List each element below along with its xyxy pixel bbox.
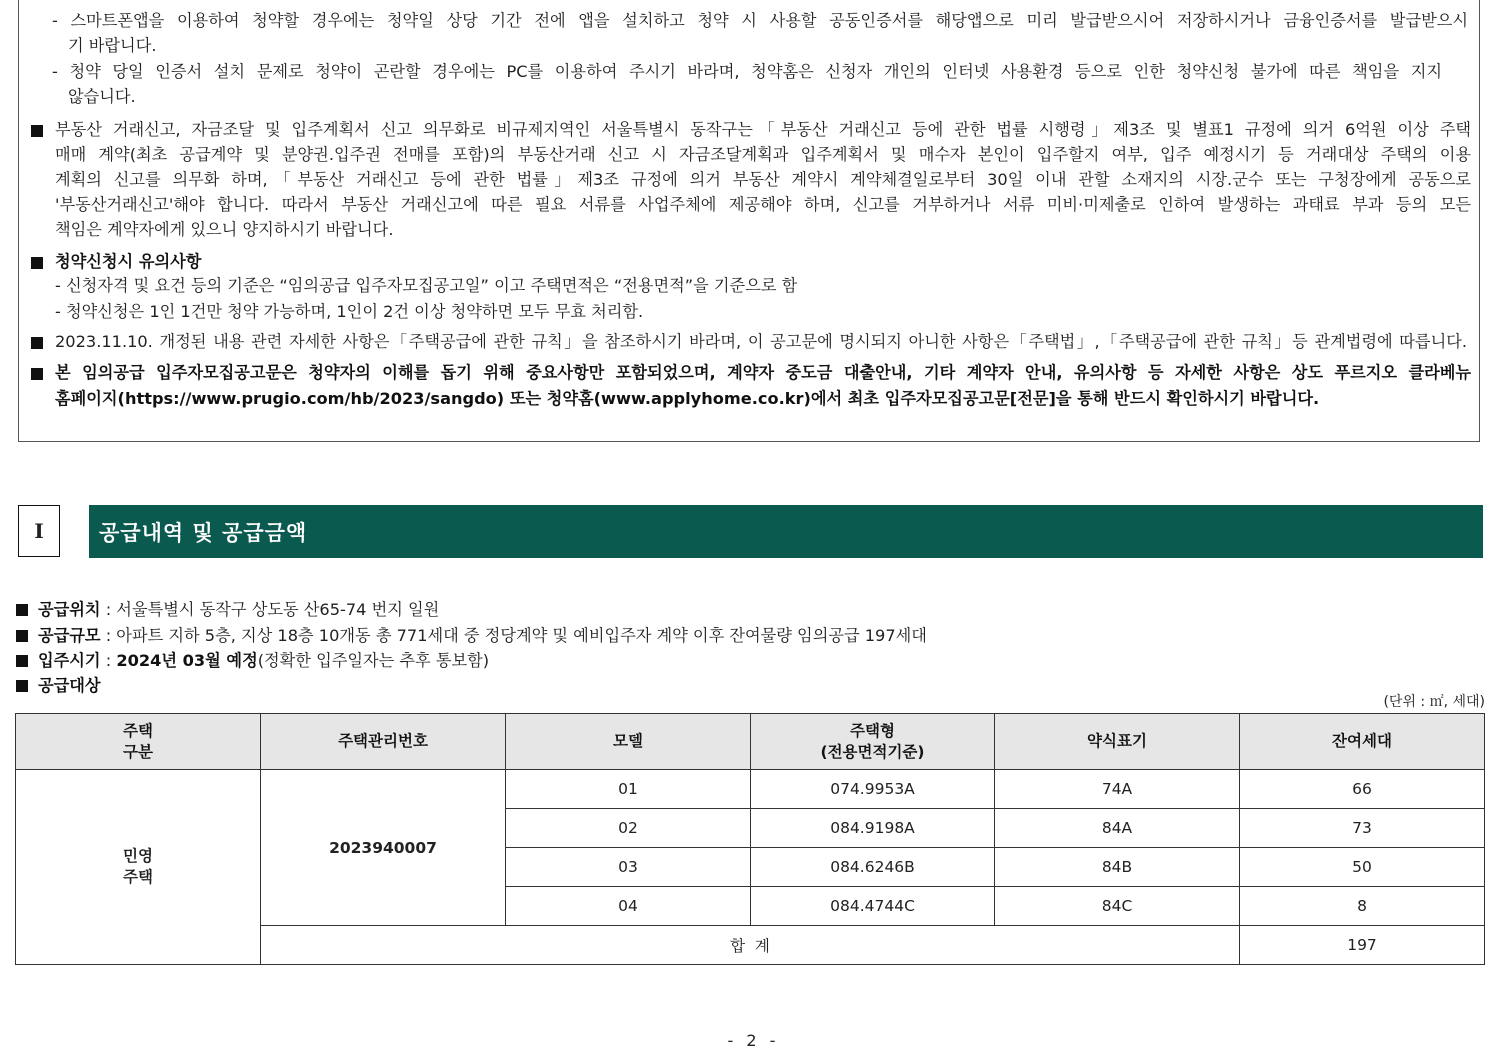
notice-b1-line2: 매매 계약(최초 공급계약 및 분양권.입주권 전매를 포함)의 부동산거래 신고 시 자금조달계획과 입주계획서 및 매수자 본인이 입주할지 여부, 입주 예정시기 등 거래대상 주택의 이용: [55, 145, 1471, 164]
cell-house-type: 074.9953A: [751, 770, 995, 809]
cell-house-type: 084.9198A: [751, 809, 995, 848]
cell-remaining: 50: [1240, 848, 1485, 887]
cell-short: 84C: [995, 887, 1240, 926]
cell-total-label: 합 계: [261, 926, 1240, 965]
header-short-notation: 약식표기: [995, 714, 1240, 770]
notice-b1-line4: '부동산거래신고'해야 합니다. 따라서 부동산 거래신고에 따른 필요 서류를 사업주체에 제공해야 하며, 신고를 거부하거나 서류 미비·미제출로 인하여 발생하는 과태료 부과 등의 모든: [55, 195, 1471, 214]
supply-movein-note: (정확한 입주일자는 추후 통보함): [257, 651, 490, 670]
cell-remaining: 73: [1240, 809, 1485, 848]
cell-model: 04: [506, 887, 751, 926]
notice-p1-line1: - 스마트폰앱을 이용하여 청약할 경우에는 청약일 상당 기간 전에 앱을 설치하고 청약 시 사용할 공동인증서를 해당앱으로 미리 발급받으시어 저장하시거나 금융인증서를 발급받으시: [52, 11, 1468, 30]
notice-p1-line2: 기 바랍니다.: [68, 36, 157, 55]
cell-house-type: 084.6246B: [751, 848, 995, 887]
supply-movein-date: 2024년 03월 예정: [116, 651, 258, 670]
cell-short: 84B: [995, 848, 1240, 887]
header-mgmt-number: 주택관리번호: [261, 714, 506, 770]
notice-p2-line2: 않습니다.: [68, 87, 136, 106]
supply-movein-sep: :: [100, 651, 117, 670]
section-number: I: [18, 505, 60, 557]
cell-mgmt-number: 2023940007: [261, 770, 506, 926]
bullet-square-icon: [31, 125, 43, 137]
header-remaining-units: 잔여세대: [1240, 714, 1485, 770]
notice-b4-line2: 홈페이지(https://www.prugio.com/hb/2023/sangdo) 또는 청약홈(www.applyhome.co.kr)에서 최초 입주자모집공고문[전문]을 통해 반드시 확인하시기 바랍니다.: [55, 389, 1320, 408]
bullet-square-icon: [16, 680, 28, 692]
section-title: 공급내역 및 공급금액: [89, 505, 1483, 558]
cell-remaining: 66: [1240, 770, 1485, 809]
notice-b1-line5: 책임은 계약자에게 있으니 양지하시기 바랍니다.: [55, 220, 394, 239]
cell-house-type: 084.4744C: [751, 887, 995, 926]
table-row: [16, 770, 1485, 809]
bullet-square-icon: [16, 655, 28, 667]
cell-remaining: 8: [1240, 887, 1485, 926]
supply-movein-label: 입주시기: [38, 651, 101, 670]
header-house-type: 주택형 (전용면적기준): [751, 714, 995, 770]
unit-note: (단위 : ㎡, 세대): [1383, 694, 1485, 710]
cell-short: 74A: [995, 770, 1240, 809]
notice-b1-line1: 부동산 거래신고, 자금조달 및 입주계획서 신고 의무화로 비규제지역인 서울특별시 동작구는「부동산 거래신고 등에 관한 법률 시행령」제3조 및 별표1 규정에 의거 6억원 이상 주택: [55, 120, 1471, 139]
bullet-square-icon: [16, 630, 28, 642]
supply-scale: [38, 624, 927, 648]
supply-table: [15, 713, 1485, 965]
cell-total-value: 197: [1240, 926, 1485, 965]
bullet-square-icon: [31, 257, 43, 269]
notice-b2-item1: - 신청자격 및 요건 등의 기준은 “임의공급 입주자모집공고일” 이고 주택면적은 “전용면적”을 기준으로 함: [55, 276, 798, 295]
notice-b1-line3: 계획의 신고를 의무화 하며,「부동산 거래신고 등에 관한 법률」제3조 규정에 의거 부동산 계약시 계약체결일로부터 30일 이내 관할 소재지의 시장.군수 또는 구청장에게 공동으로: [55, 170, 1471, 189]
cell-model: 01: [506, 770, 751, 809]
cell-model: 02: [506, 809, 751, 848]
notice-b2-title: 청약신청시 유의사항: [55, 252, 202, 271]
header-model: 모델: [506, 714, 751, 770]
bullet-square-icon: [31, 337, 43, 349]
page-number: - 2 -: [727, 1031, 780, 1050]
supply-scale-value: : 아파트 지하 5층, 지상 18층 10개동 총 771세대 중 정당계약 및 예비입주자 계약 이후 잔여물량 임의공급 197세대: [100, 626, 927, 645]
bullet-square-icon: [31, 368, 43, 380]
header-house-category: 주택 구분: [16, 714, 261, 770]
supply-movein: [38, 649, 489, 673]
notice-b3-line1: 2023.11.10. 개정된 내용 관련 자세한 사항은「주택공급에 관한 규칙」을 참조하시기 바라며, 이 공고문에 명시되지 아니한 사항은「주택법」,「주택공급에 관한 규칙」등 관계법령에 따릅니다.: [55, 332, 1467, 351]
notice-b2-item2: - 청약신청은 1인 1건만 청약 가능하며, 1인이 2건 이상 청약하면 모두 무효 처리함.: [55, 302, 644, 321]
cell-category: 민영 주택: [16, 770, 261, 965]
bullet-square-icon: [16, 604, 28, 616]
supply-location-value: : 서울특별시 동작구 상도동 산65-74 번지 일원: [100, 600, 440, 619]
notice-p2-line1: - 청약 당일 인증서 설치 문제로 청약이 곤란할 경우에는 PC를 이용하여 주시기 바라며, 청약홈은 신청자 개인의 인터넷 사용환경 등으로 인한 청약신청 불가에 따른 책임을 지지: [52, 62, 1442, 81]
supply-location-label: 공급위치: [38, 600, 101, 619]
supply-scale-label: 공급규모: [38, 626, 101, 645]
supply-location: [38, 598, 439, 622]
table-header-row: [16, 714, 1485, 770]
notice-b4-line1: 본 임의공급 입주자모집공고문은 청약자의 이해를 돕기 위해 중요사항만 포함되었으며, 계약자 중도금 대출안내, 기타 계약자 안내, 유의사항 등 자세한 사항은 상도 푸르지오 클라베뉴: [55, 363, 1472, 382]
cell-model: 03: [506, 848, 751, 887]
cell-short: 84A: [995, 809, 1240, 848]
supply-target-label: 공급대상: [38, 676, 101, 695]
